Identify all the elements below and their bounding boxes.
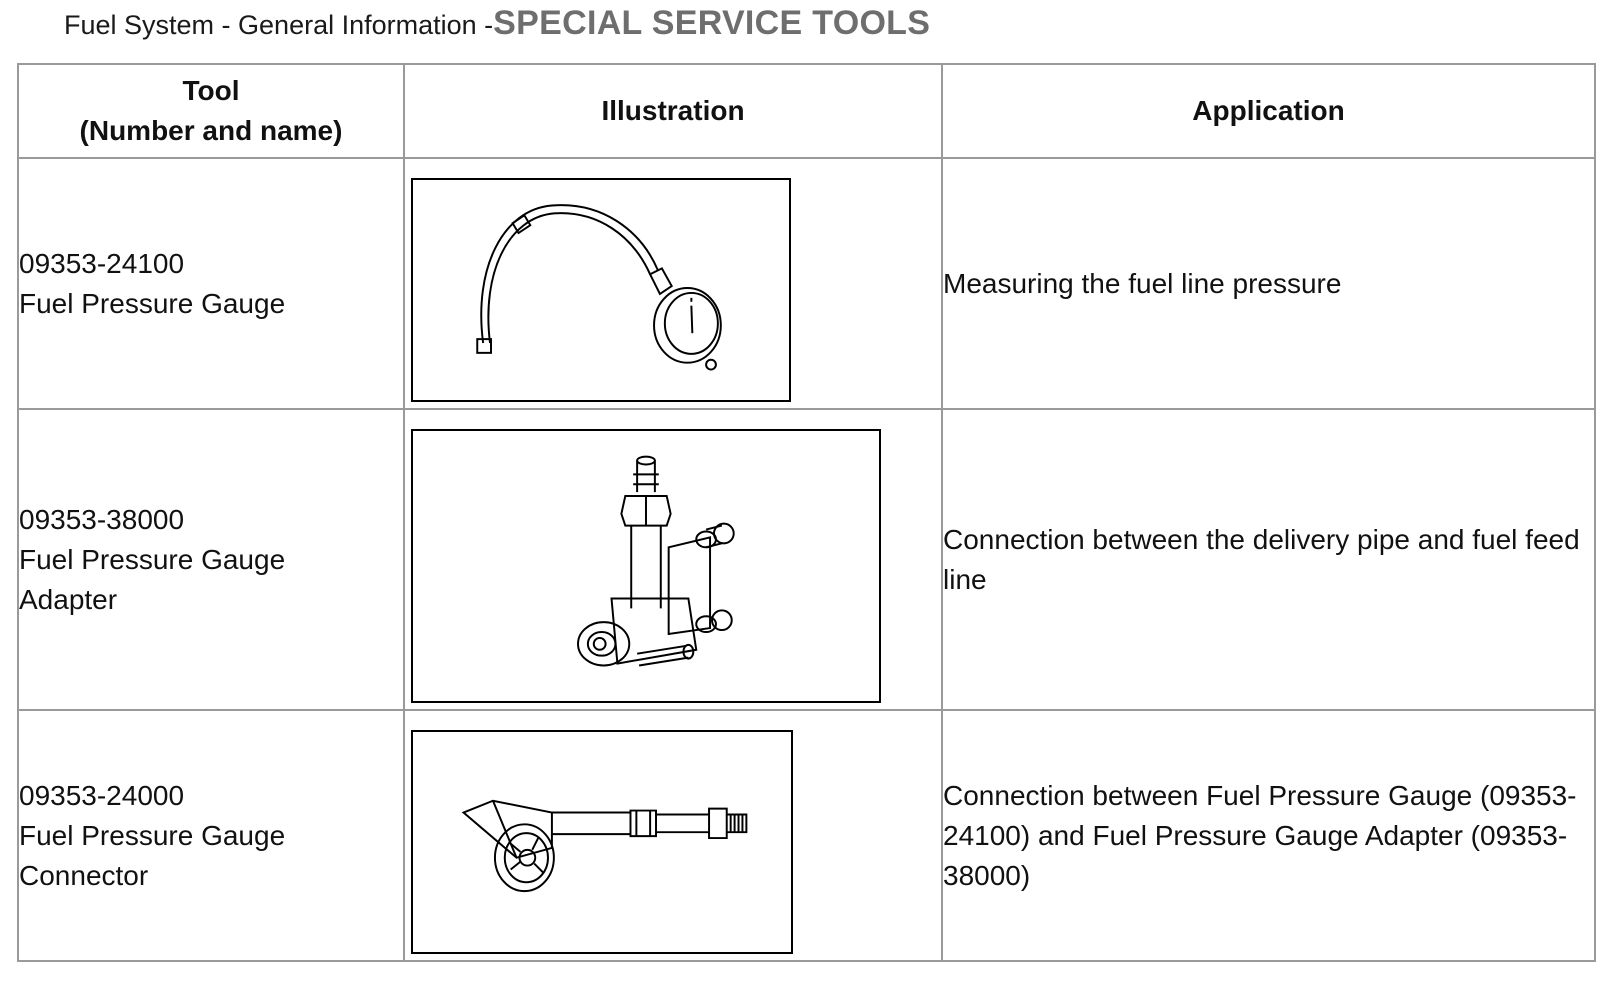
- illustration-frame: [411, 730, 793, 954]
- tool-number: 09353-38000: [19, 503, 185, 535]
- tool-number: 09353-24000: [19, 779, 185, 811]
- special-service-tools-table: [17, 63, 1596, 962]
- tool-cell: [18, 710, 404, 961]
- illustration-frame: [411, 178, 791, 402]
- application-cell: Connection between Fuel Pressure Gauge (09353-24100) and Fuel Pressure Gauge Adapter (09353-38000): [942, 710, 1595, 961]
- illustration-cell: [404, 158, 942, 409]
- tool-name-continued: Connector: [19, 859, 149, 891]
- column-header-application: Application: [942, 64, 1595, 158]
- illustration-cell: [404, 409, 942, 710]
- page-header: [64, 4, 930, 52]
- illustration-frame: [411, 429, 881, 703]
- tool-name: Fuel Pressure Gauge: [19, 287, 286, 319]
- fuel-pressure-gauge-icon: [413, 180, 789, 400]
- tool-cell: [18, 158, 404, 409]
- application-cell: Measuring the fuel line pressure: [942, 158, 1595, 409]
- page-title: SPECIAL SERVICE TOOLS: [493, 4, 931, 42]
- tool-name: Fuel Pressure Gauge: [19, 819, 286, 851]
- tool-number: 09353-24100: [19, 247, 185, 279]
- column-header-tool-line2: (Number and name): [79, 115, 343, 146]
- column-header-illustration: Illustration: [404, 64, 942, 158]
- column-header-tool: [18, 64, 404, 158]
- tool-cell: [18, 409, 404, 710]
- table-row: [18, 710, 1595, 961]
- fuel-pressure-gauge-connector-icon: [413, 732, 791, 952]
- tool-name: Fuel Pressure Gauge: [19, 543, 286, 575]
- table-row: [18, 158, 1595, 409]
- tool-name-continued: Adapter: [19, 583, 118, 615]
- table-header-row: [18, 64, 1595, 158]
- column-header-tool-line1: Tool: [182, 75, 240, 106]
- application-cell: Connection between the delivery pipe and fuel feed line: [942, 409, 1595, 710]
- illustration-cell: [404, 710, 942, 961]
- table-row: [18, 409, 1595, 710]
- fuel-pressure-gauge-adapter-icon: [413, 431, 879, 701]
- section-title: Fuel System - General Information -: [64, 10, 494, 40]
